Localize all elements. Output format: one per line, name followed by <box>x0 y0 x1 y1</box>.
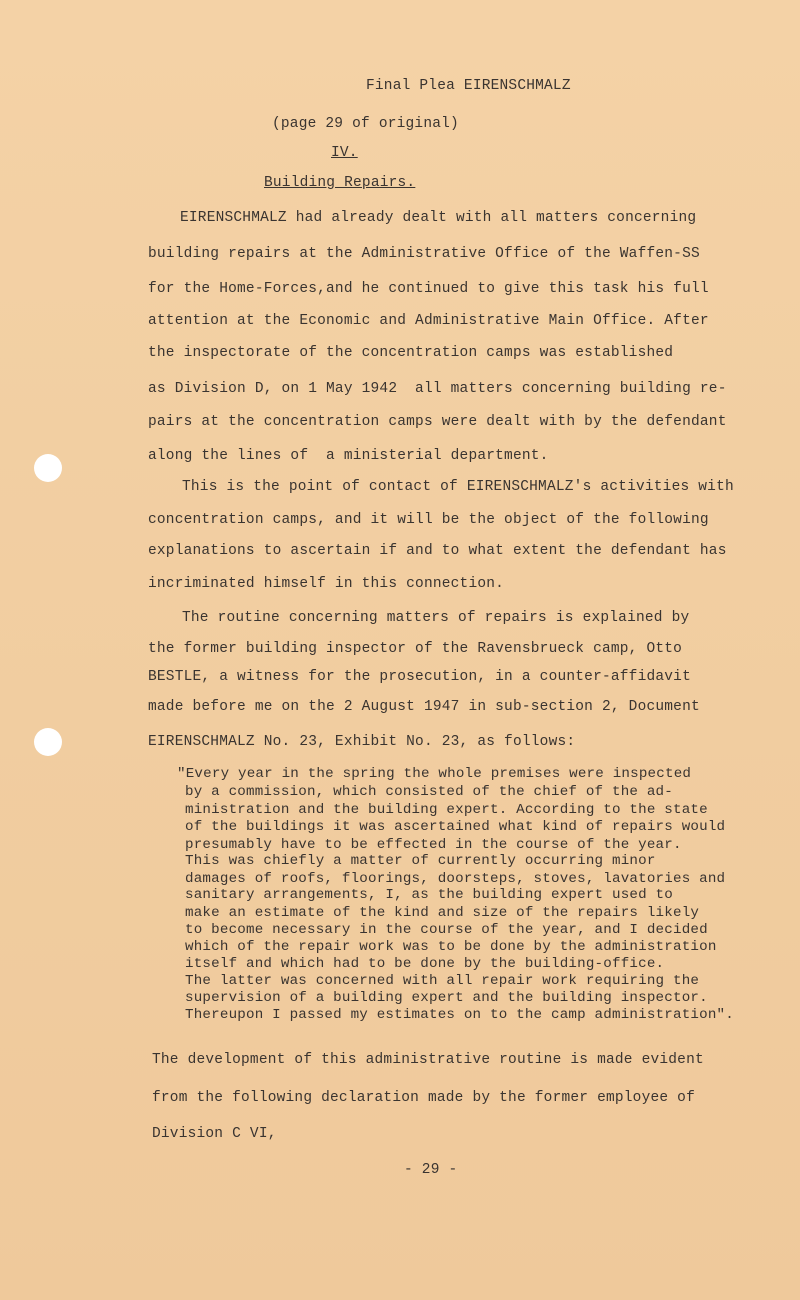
paragraph-line: concentration camps, and it will be the object of the following <box>148 512 709 528</box>
quote-line: ministration and the building expert. According to the state <box>185 802 708 818</box>
paragraph-line: the inspectorate of the concentration camps was established <box>148 345 674 361</box>
paragraph-line: explanations to ascertain if and to what extent the defendant has <box>148 543 727 559</box>
section-number: IV. <box>331 145 358 161</box>
paragraph-line: EIRENSCHMALZ No. 23, Exhibit No. 23, as follows: <box>148 734 576 750</box>
punch-hole <box>34 728 62 756</box>
quote-line: of the buildings it was ascertained what kind of repairs would <box>185 819 726 835</box>
quote-line: The latter was concerned with all repair work requiring the <box>185 973 700 989</box>
paragraph-line: This is the point of contact of EIRENSCHMALZ's activities with <box>182 479 734 495</box>
punch-hole <box>34 454 62 482</box>
quote-line: to become necessary in the course of the year, and I decided <box>185 922 708 938</box>
paragraph-line: EIRENSCHMALZ had already dealt with all matters concerning <box>180 210 697 226</box>
paragraph-line: made before me on the 2 August 1947 in sub-section 2, Document <box>148 699 700 715</box>
document-title: Final Plea EIRENSCHMALZ <box>366 78 571 94</box>
paragraph-line: as Division D, on 1 May 1942 all matters concerning building re- <box>148 381 727 397</box>
paragraph-line: The development of this administrative routine is made evident <box>152 1052 704 1068</box>
quote-line: Thereupon I passed my estimates on to the camp administration". <box>185 1007 734 1023</box>
quote-line: "Every year in the spring the whole premises were inspected <box>177 766 692 782</box>
quote-line: which of the repair work was to be done by the administration <box>185 939 717 955</box>
paragraph-line: attention at the Economic and Administrative Main Office. After <box>148 313 709 329</box>
quote-line: supervision of a building expert and the building inspector. <box>185 990 708 1006</box>
paragraph-line: incriminated himself in this connection. <box>148 576 505 592</box>
paragraph-line: Division C VI, <box>152 1126 277 1142</box>
page-reference: (page 29 of original) <box>272 116 459 132</box>
paragraph-line: for the Home-Forces,and he continued to give this task his full <box>148 281 709 297</box>
paragraph-line: pairs at the concentration camps were dealt with by the defendant <box>148 414 727 430</box>
quote-line: itself and which had to be done by the building-office. <box>185 956 665 972</box>
paragraph-line: from the following declaration made by the former employee of <box>152 1090 695 1106</box>
page-number: - 29 - <box>404 1162 458 1178</box>
quote-line: make an estimate of the kind and size of the repairs likely <box>185 905 700 921</box>
paragraph-line: along the lines of a ministerial department. <box>148 448 549 464</box>
section-title: Building Repairs. <box>264 175 416 191</box>
paragraph-line: The routine concerning matters of repairs is explained by <box>182 610 690 626</box>
quote-line: sanitary arrangements, I, as the building expert used to <box>185 887 673 903</box>
paragraph-line: building repairs at the Administrative Office of the Waffen-SS <box>148 246 700 262</box>
paragraph-line: BESTLE, a witness for the prosecution, in a counter-affidavit <box>148 669 691 685</box>
quote-line: damages of roofs, floorings, doorsteps, stoves, lavatories and <box>185 871 726 887</box>
quote-line: presumably have to be effected in the course of the year. <box>185 837 682 853</box>
quote-line: by a commission, which consisted of the chief of the ad- <box>185 784 673 800</box>
quote-line: This was chiefly a matter of currently occurring minor <box>185 853 656 869</box>
paragraph-line: the former building inspector of the Ravensbrueck camp, Otto <box>148 641 683 657</box>
